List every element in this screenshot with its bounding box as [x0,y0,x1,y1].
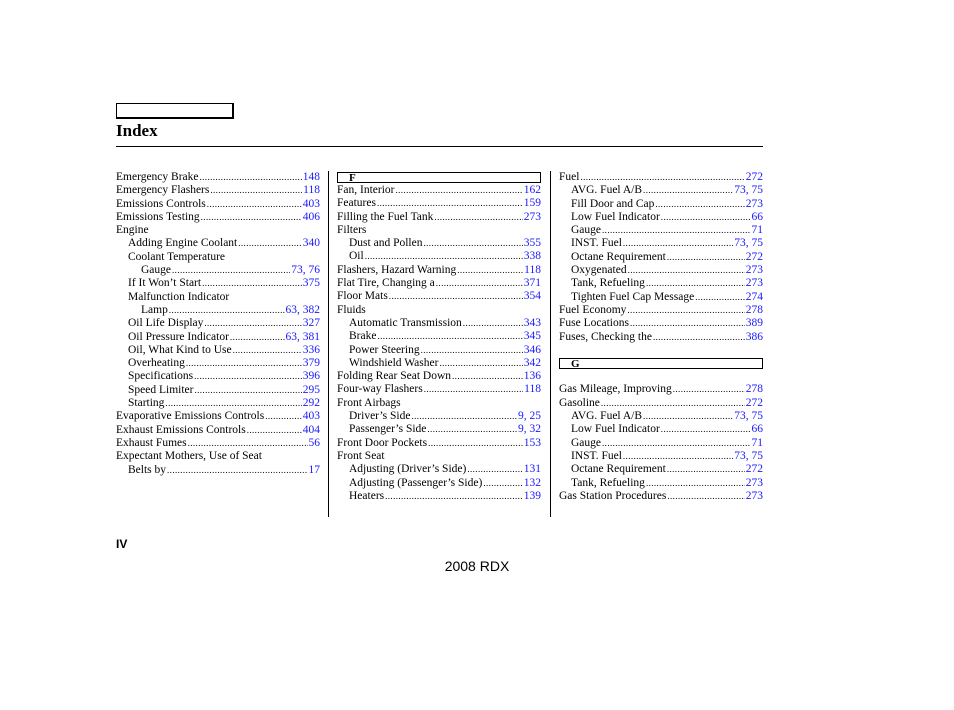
entry-label: Oil [349,250,364,263]
leader-dots [411,410,517,423]
leader-dots [202,277,302,290]
leader-dots [421,344,523,357]
index-entry [559,277,763,290]
leader-dots [452,370,523,383]
index-entry [337,450,541,463]
page-reference-link[interactable]: 131 [523,463,541,476]
leader-dots [630,317,745,330]
page-reference-link[interactable]: 272 [745,171,763,183]
index-entry [116,437,320,450]
leader-dots [434,211,522,224]
entry-label: Exhaust Emissions Controls [116,423,246,436]
leader-dots [673,383,745,396]
index-entry [559,397,763,410]
index-entry [337,330,541,343]
entry-label: Overheating [128,357,185,370]
leader-dots [463,317,523,330]
leader-dots [385,490,523,503]
entry-label: Lamp [141,303,168,316]
footer-model: 2008 RDX [444,558,510,574]
page-reference-link[interactable]: 278 [745,303,763,316]
index-nav-box[interactable] [116,103,234,119]
index-column-3 [559,171,763,503]
entry-label: Fan, Interior [337,184,395,196]
leader-dots [643,410,733,423]
leader-dots [210,184,302,197]
entry-label: AVG. Fuel A/B [571,184,643,197]
entry-label: If It Won’t Start [128,277,202,290]
page-reference-link[interactable]: 73, 75 [734,449,763,462]
index-entry [116,344,320,357]
leader-dots [667,490,744,503]
leader-dots [661,423,751,436]
leader-dots [233,344,302,357]
column-divider [328,171,329,517]
page-reference-link[interactable]: 273 [745,277,763,290]
page-reference-link[interactable]: 71 [751,436,763,449]
page-reference-link[interactable]: 273 [745,489,763,502]
page-reference-link[interactable]: 340 [302,237,320,250]
entry-label: Malfunction Indicator [128,290,230,303]
index-entry [337,211,541,224]
page-reference-link[interactable]: 404 [302,423,320,436]
page-reference-link[interactable]: 396 [302,370,320,383]
index-entry [116,424,320,437]
page-reference-link[interactable]: 159 [523,197,541,210]
page-reference-link[interactable]: 66 [751,210,763,223]
leader-dots [580,171,744,184]
page-reference-link[interactable]: 403 [302,410,320,423]
entry-label: Adjusting (Driver’s Side) [349,463,467,476]
entry-label: Flashers, Hazard Warning [337,263,457,276]
page-reference-link[interactable]: 273 [745,197,763,210]
page-reference-link[interactable]: 343 [523,316,541,329]
index-entry [337,357,541,370]
entry-label: Octane Requirement [571,463,666,476]
index-entry [559,211,763,224]
entry-label: Driver’s Side [349,410,411,423]
leader-dots [467,463,522,476]
entry-label: Starting [128,397,165,410]
entry-label: INST. Fuel [571,237,622,250]
section-letter-heading: G [559,358,763,369]
leader-dots [602,437,750,450]
index-entry [116,264,320,277]
index-entry [116,450,320,463]
leader-dots [439,357,522,370]
index-entry [337,197,541,210]
page-reference-link[interactable]: 272 [745,463,763,476]
entry-label: Filling the Fuel Tank [337,210,434,223]
entry-label: Front Door Pockets [337,436,428,449]
leader-dots [628,264,745,277]
index-entry [559,437,763,450]
index-entry [116,384,320,397]
entry-label: Front Airbags [337,396,401,409]
page-reference-link[interactable]: 73, 75 [734,184,763,197]
leader-dots [457,264,523,277]
leader-dots [188,437,308,450]
index-entry [559,237,763,250]
index-entry [559,410,763,423]
index-entry [559,423,763,436]
entry-label: Gasoline [559,396,600,409]
entry-label: AVG. Fuel A/B [571,410,643,423]
leader-dots [167,464,307,477]
page-reference-link[interactable]: 342 [523,356,541,369]
entry-label: Coolant Temperature [128,250,226,263]
column-divider [550,171,551,517]
page-reference-link[interactable]: 118 [524,263,541,276]
page-reference-link[interactable]: 73, 75 [734,410,763,423]
entry-label: Exhaust Fumes [116,436,187,449]
index-entry [116,464,320,477]
entry-label: Features [337,197,376,210]
index-entry [116,224,320,237]
entry-label: Brake [349,330,377,343]
page-reference-link[interactable]: 272 [745,250,763,263]
entry-label: Emergency Brake [116,171,199,183]
index-entry [337,277,541,290]
leader-dots [377,330,522,343]
index-entry [116,304,320,317]
leader-dots [207,198,302,211]
page-reference-link[interactable]: 386 [745,330,763,343]
entry-label: Emergency Flashers [116,184,210,197]
leader-dots [646,477,745,490]
page-reference-link[interactable]: 273 [745,264,763,277]
index-entry [559,224,763,237]
page-reference-link[interactable]: 148 [302,171,320,183]
entry-label: Fill Door and Cap [571,197,655,210]
page-reference-link[interactable]: 118 [303,184,320,197]
leader-dots [230,331,285,344]
leader-dots [623,237,733,250]
index-entry [559,251,763,264]
page-reference-link[interactable]: 278 [745,383,763,396]
spacer [559,344,763,357]
leader-dots [436,277,523,290]
entry-label: Tank, Refueling [571,476,645,489]
index-entry [337,264,541,277]
entry-label: Oil, What Kind to Use [128,343,232,356]
index-entry [559,463,763,476]
page-reference-link[interactable]: 273 [745,476,763,489]
page-reference-link[interactable]: 371 [523,277,541,290]
page-reference-link[interactable]: 292 [302,397,320,410]
index-entry [559,198,763,211]
leader-dots [428,437,523,450]
entry-label: Heaters [349,489,385,502]
entry-label: Fuses, Checking the [559,330,652,343]
index-entry [116,237,320,250]
entry-label: Filters [337,223,367,236]
entry-label: Gauge [571,224,602,237]
entry-label: Adding Engine Coolant [128,237,238,250]
leader-dots [427,423,517,436]
page-reference-link[interactable]: 139 [523,489,541,502]
entry-label: Automatic Transmission [349,316,462,329]
index-entry [116,331,320,344]
index-entry [559,490,763,503]
page-reference-link[interactable]: 136 [523,370,541,383]
entry-label: Oil Pressure Indicator [128,330,229,343]
leader-dots [172,264,290,277]
leader-dots [667,463,745,476]
entry-label: Front Seat [337,449,385,462]
entry-label: Gas Station Procedures [559,489,667,502]
entry-label: Low Fuel Indicator [571,423,660,436]
entry-label: Windshield Washer [349,356,439,369]
entry-label: Four-way Flashers [337,383,423,396]
leader-dots [247,424,302,437]
index-entry [337,437,541,450]
entry-label: Engine [116,224,149,237]
index-entry [337,423,541,436]
page-reference-link[interactable]: 295 [302,383,320,396]
entry-label: Fuse Locations [559,317,629,330]
leader-dots [169,304,285,317]
entry-label: Gauge [571,436,602,449]
leader-dots [667,251,745,264]
entry-label: Gas Mileage, Improving [559,383,672,396]
index-entry [116,211,320,224]
index-entry [559,317,763,330]
entry-label: Fuel Economy [559,303,627,316]
index-entry [559,184,763,197]
entry-label: Emissions Controls [116,197,206,210]
entry-label: Tighten Fuel Cap Message [571,290,695,303]
index-entry [559,291,763,304]
leader-dots [602,224,750,237]
page-reference-link[interactable]: 375 [302,277,320,290]
page-reference-link[interactable]: 327 [302,317,320,330]
index-entry [559,264,763,277]
page-reference-link[interactable]: 345 [523,330,541,343]
entry-label: Passenger’s Side [349,423,427,436]
page-reference-link[interactable]: 354 [523,290,541,303]
page-reference-link[interactable]: 389 [745,317,763,330]
leader-dots [395,184,522,197]
entry-label: Floor Mats [337,290,388,303]
leader-dots [623,450,733,463]
index-entry [116,291,320,304]
leader-dots [201,211,302,224]
leader-dots [186,357,302,370]
leader-dots [365,250,523,263]
entry-label: Fuel [559,171,580,183]
entry-label: Expectant Mothers, Use of Seat [116,450,262,463]
entry-label: Gauge [141,264,172,277]
leader-dots [601,397,745,410]
index-entry [337,370,541,383]
index-entry [559,171,763,184]
page-reference-link[interactable]: 379 [302,357,320,370]
index-entry [116,277,320,290]
index-entry [559,477,763,490]
index-entry [337,344,541,357]
page-reference-link[interactable]: 73, 76 [291,264,320,277]
entry-label: Oil Life Display [128,317,204,330]
index-entry [337,397,541,410]
index-entry [116,410,320,423]
index-entry [116,184,320,197]
spacer [559,370,763,383]
page-reference-link[interactable]: 66 [751,423,763,436]
index-entry [337,237,541,250]
leader-dots [661,211,751,224]
leader-dots [653,331,745,344]
page-reference-link[interactable]: 406 [302,210,320,223]
index-entry [337,490,541,503]
page-reference-link[interactable]: 338 [523,250,541,263]
leader-dots [483,477,522,490]
page-reference-link[interactable]: 73, 75 [734,237,763,250]
index-entry [337,463,541,476]
index-entry [116,251,320,264]
entry-label: Flat Tire, Changing a [337,277,435,290]
page-reference-link[interactable]: 153 [523,436,541,449]
leader-dots [377,197,523,210]
leader-dots [165,397,301,410]
entry-label: INST. Fuel [571,449,622,462]
leader-dots [204,317,301,330]
index-entry [337,250,541,263]
page-reference-link[interactable]: 56 [308,436,320,449]
leader-dots [238,237,302,250]
leader-dots [643,184,733,197]
index-entry [337,224,541,237]
index-entry [116,317,320,330]
leader-dots [627,304,744,317]
index-entry [559,331,763,344]
page-reference-link[interactable]: 162 [523,184,541,196]
entry-label: Power Steering [349,343,420,356]
index-entry [337,184,541,197]
entry-label: Oxygenated [571,264,627,277]
section-letter-heading: F [337,172,541,183]
index-entry [116,397,320,410]
entry-label: Speed Limiter [128,383,194,396]
index-entry [116,357,320,370]
page-reference-link[interactable]: 336 [302,343,320,356]
entry-label: Tank, Refueling [571,277,645,290]
index-entry [559,383,763,396]
leader-dots [695,291,745,304]
index-column-1 [116,171,320,477]
entry-label: Low Fuel Indicator [571,210,660,223]
page-reference-link[interactable]: 17 [308,463,320,476]
index-column-2 [337,171,541,503]
entry-label: Dust and Pollen [349,237,423,250]
entry-label: Octane Requirement [571,250,666,263]
page-reference-link[interactable]: 63, 382 [285,303,320,316]
leader-dots [265,410,302,423]
index-entry [116,198,320,211]
entry-label: Folding Rear Seat Down [337,370,452,383]
index-entry [337,383,541,396]
index-entry [559,450,763,463]
entry-label: Evaporative Emissions Controls [116,410,265,423]
page-reference-link[interactable]: 272 [745,396,763,409]
title-divider [116,146,763,147]
page-reference-link[interactable]: 9, 25 [518,410,541,423]
entry-label: Fluids [337,303,366,316]
page-reference-link[interactable]: 9, 32 [518,423,541,436]
page-reference-link[interactable]: 274 [745,290,763,303]
entry-label: Adjusting (Passenger’s Side) [349,476,483,489]
index-entry [337,477,541,490]
index-entry [337,304,541,317]
page-reference-link[interactable]: 71 [751,224,763,237]
entry-label: Specifications [128,370,194,383]
entry-label: Emissions Testing [116,210,200,223]
page-reference-link[interactable]: 132 [523,476,541,489]
index-entry [116,171,320,184]
index-entry [337,290,541,303]
leader-dots [424,383,523,396]
leader-dots [200,171,302,184]
page-reference-link[interactable]: 346 [523,343,541,356]
index-entry [337,317,541,330]
leader-dots [389,290,523,303]
page-number: IV [116,537,128,551]
page-reference-link[interactable]: 355 [523,237,541,250]
leader-dots [646,277,745,290]
leader-dots [423,237,522,250]
leader-dots [194,384,301,397]
entry-label: Belts by [128,463,167,476]
index-entry [337,410,541,423]
leader-dots [194,370,302,383]
leader-dots [655,198,744,211]
page-reference-link[interactable]: 403 [302,197,320,210]
page-reference-link[interactable]: 63, 381 [285,330,320,343]
page-reference-link[interactable]: 273 [523,210,541,223]
index-entry [559,304,763,317]
page-title: Index [116,121,158,140]
page-reference-link[interactable]: 118 [524,383,541,396]
index-entry [116,370,320,383]
